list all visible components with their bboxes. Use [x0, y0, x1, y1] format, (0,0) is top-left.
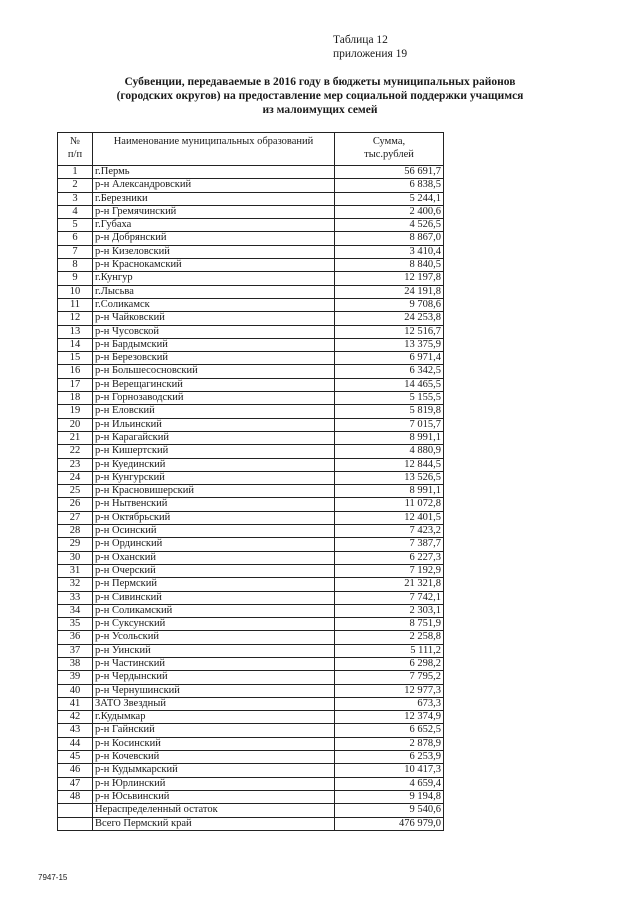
row-number: 4 — [58, 205, 93, 218]
row-sum: 5 111,2 — [335, 644, 444, 657]
row-name: р-н Чайковский — [93, 312, 335, 325]
row-name: р-н Куединский — [93, 458, 335, 471]
header-number-line1: № — [69, 136, 81, 147]
table-row — [58, 338, 444, 351]
table-row — [58, 392, 444, 405]
table-row — [58, 737, 444, 750]
row-name: р-н Карагайский — [93, 431, 335, 444]
row-sum: 6 342,5 — [335, 365, 444, 378]
row-number: 25 — [58, 485, 93, 498]
row-name: р-н Кудымкарский — [93, 764, 335, 777]
row-sum: 24 253,8 — [335, 312, 444, 325]
row-name: р-н Ильинский — [93, 418, 335, 431]
row-number: 17 — [58, 378, 93, 391]
header-number — [58, 133, 93, 166]
row-number: 11 — [58, 298, 93, 311]
row-number: 18 — [58, 392, 93, 405]
row-name: р-н Сивинский — [93, 591, 335, 604]
row-sum: 4 880,9 — [335, 445, 444, 458]
table-row — [58, 671, 444, 684]
row-number: 37 — [58, 644, 93, 657]
table-row — [58, 259, 444, 272]
row-name: р-н Добрянский — [93, 232, 335, 245]
table-row — [58, 697, 444, 710]
row-sum: 4 659,4 — [335, 777, 444, 790]
total-number — [58, 817, 93, 830]
row-sum: 12 401,5 — [335, 511, 444, 524]
row-sum: 7 192,9 — [335, 564, 444, 577]
table-row — [58, 298, 444, 311]
table-row — [58, 458, 444, 471]
row-name: р-н Горнозаводский — [93, 392, 335, 405]
row-sum: 8 840,5 — [335, 259, 444, 272]
row-number: 40 — [58, 684, 93, 697]
row-name: р-н Гремячинский — [93, 205, 335, 218]
row-name: р-н Бардымский — [93, 338, 335, 351]
table-row — [58, 551, 444, 564]
row-name: р-н Гайнский — [93, 724, 335, 737]
row-sum: 6 298,2 — [335, 657, 444, 670]
row-sum: 13 375,9 — [335, 338, 444, 351]
row-number: 29 — [58, 538, 93, 551]
row-sum: 4 526,5 — [335, 219, 444, 232]
row-sum: 9 194,8 — [335, 790, 444, 803]
row-name: р-н Усольский — [93, 631, 335, 644]
row-sum: 12 516,7 — [335, 325, 444, 338]
table-row — [58, 312, 444, 325]
table-row — [58, 232, 444, 245]
table-row — [58, 498, 444, 511]
title-line-2: (городских округов) на предоставление мер социальной поддержки учащимся — [116, 90, 524, 102]
row-name: р-н Очерский — [93, 564, 335, 577]
row-sum: 7 423,2 — [335, 525, 444, 538]
row-number: 19 — [58, 405, 93, 418]
row-sum: 8 991,1 — [335, 485, 444, 498]
row-sum: 6 838,5 — [335, 179, 444, 192]
row-sum: 2 303,1 — [335, 604, 444, 617]
table-row — [58, 192, 444, 205]
row-name: р-н Пермский — [93, 578, 335, 591]
row-sum: 13 526,5 — [335, 471, 444, 484]
row-number: 21 — [58, 431, 93, 444]
undistributed-sum: 9 540,6 — [335, 804, 444, 817]
row-number: 48 — [58, 790, 93, 803]
row-number: 24 — [58, 471, 93, 484]
caption-appendix-number: приложения 19 — [333, 48, 408, 60]
table-row — [58, 657, 444, 670]
row-number: 34 — [58, 604, 93, 617]
row-sum: 2 258,8 — [335, 631, 444, 644]
row-sum: 10 417,3 — [335, 764, 444, 777]
row-name: р-н Суксунский — [93, 618, 335, 631]
row-name: р-н Оханский — [93, 551, 335, 564]
row-number: 44 — [58, 737, 93, 750]
row-name: р-н Краснокамский — [93, 259, 335, 272]
row-name: р-н Кишертский — [93, 445, 335, 458]
table-row — [58, 618, 444, 631]
row-number: 9 — [58, 272, 93, 285]
table-row — [58, 272, 444, 285]
title-line-3: из малоимущих семей — [262, 104, 378, 116]
row-number: 13 — [58, 325, 93, 338]
row-sum: 7 795,2 — [335, 671, 444, 684]
table-header-row — [58, 133, 444, 166]
row-number: 39 — [58, 671, 93, 684]
row-name: р-н Нытвенский — [93, 498, 335, 511]
table-row — [58, 684, 444, 697]
row-name: г.Соликамск — [93, 298, 335, 311]
row-number: 31 — [58, 564, 93, 577]
table-row — [58, 538, 444, 551]
row-number: 1 — [58, 166, 93, 179]
table-row — [58, 471, 444, 484]
row-sum: 7 015,7 — [335, 418, 444, 431]
row-sum: 6 227,3 — [335, 551, 444, 564]
table-row — [58, 578, 444, 591]
title-line-1: Субвенции, передаваемые в 2016 году в бюджеты муниципальных районов — [124, 76, 516, 88]
header-sum — [335, 133, 444, 166]
row-name: р-н Уинский — [93, 644, 335, 657]
row-sum: 2 878,9 — [335, 737, 444, 750]
table-row — [58, 285, 444, 298]
row-number: 3 — [58, 192, 93, 205]
row-name: р-н Красновишерский — [93, 485, 335, 498]
total-sum: 476 979,0 — [335, 817, 444, 830]
row-sum: 5 244,1 — [335, 192, 444, 205]
row-number: 32 — [58, 578, 93, 591]
row-number: 47 — [58, 777, 93, 790]
row-name: р-н Верещагинский — [93, 378, 335, 391]
row-number: 36 — [58, 631, 93, 644]
table-row — [58, 245, 444, 258]
table-row — [58, 166, 444, 179]
row-number: 22 — [58, 445, 93, 458]
table-row — [58, 219, 444, 232]
row-number: 45 — [58, 751, 93, 764]
caption-table-number: Таблица 12 — [333, 34, 388, 46]
row-number: 42 — [58, 711, 93, 724]
row-number: 20 — [58, 418, 93, 431]
row-name: р-н Ординский — [93, 538, 335, 551]
row-name: р-н Чусовской — [93, 325, 335, 338]
row-number: 16 — [58, 365, 93, 378]
row-number: 2 — [58, 179, 93, 192]
row-name: ЗАТО Звездный — [93, 697, 335, 710]
row-name: р-н Частинский — [93, 657, 335, 670]
row-number: 28 — [58, 525, 93, 538]
table-row — [58, 445, 444, 458]
row-number: 6 — [58, 232, 93, 245]
table-row — [58, 485, 444, 498]
table-row — [58, 790, 444, 803]
header-sum-line2: тыс.рублей — [364, 149, 414, 160]
row-number: 46 — [58, 764, 93, 777]
table-row — [58, 644, 444, 657]
row-number: 26 — [58, 498, 93, 511]
row-number: 8 — [58, 259, 93, 272]
row-number: 41 — [58, 697, 93, 710]
row-sum: 8 867,0 — [335, 232, 444, 245]
table-row — [58, 604, 444, 617]
table-body — [58, 166, 444, 804]
row-sum: 12 977,3 — [335, 684, 444, 697]
row-name: р-н Юсьвинский — [93, 790, 335, 803]
row-name: р-н Осинский — [93, 525, 335, 538]
undistributed-number — [58, 804, 93, 817]
row-sum: 2 400,6 — [335, 205, 444, 218]
row-sum: 673,3 — [335, 697, 444, 710]
row-sum: 21 321,8 — [335, 578, 444, 591]
row-name: г.Кудымкар — [93, 711, 335, 724]
row-number: 30 — [58, 551, 93, 564]
total-row — [58, 817, 444, 830]
row-sum: 8 991,1 — [335, 431, 444, 444]
row-sum: 24 191,8 — [335, 285, 444, 298]
undistributed-row — [58, 804, 444, 817]
row-number: 10 — [58, 285, 93, 298]
table-row — [58, 511, 444, 524]
table-row — [58, 711, 444, 724]
table-row — [58, 205, 444, 218]
row-number: 5 — [58, 219, 93, 232]
row-sum: 7 387,7 — [335, 538, 444, 551]
row-name: р-н Кизеловский — [93, 245, 335, 258]
row-name: р-н Чернушинский — [93, 684, 335, 697]
row-name: р-н Кочевский — [93, 751, 335, 764]
row-name: р-н Юрлинский — [93, 777, 335, 790]
table-row — [58, 405, 444, 418]
row-number: 15 — [58, 352, 93, 365]
row-name: г.Пермь — [93, 166, 335, 179]
row-sum: 12 844,5 — [335, 458, 444, 471]
row-name: р-н Октябрьский — [93, 511, 335, 524]
row-name: р-н Соликамский — [93, 604, 335, 617]
table-caption — [333, 33, 407, 61]
table-row — [58, 751, 444, 764]
row-sum: 6 971,4 — [335, 352, 444, 365]
header-number-line2: п/п — [67, 149, 83, 160]
row-number: 35 — [58, 618, 93, 631]
header-sum-line1: Сумма, — [372, 136, 406, 147]
row-number: 27 — [58, 511, 93, 524]
row-sum: 6 652,5 — [335, 724, 444, 737]
table-row — [58, 325, 444, 338]
row-name: г.Березники — [93, 192, 335, 205]
row-name: р-н Косинский — [93, 737, 335, 750]
total-label: Всего Пермский край — [93, 817, 335, 830]
document-title — [40, 75, 600, 117]
row-sum: 8 751,9 — [335, 618, 444, 631]
row-name: р-н Еловский — [93, 405, 335, 418]
row-sum: 5 819,8 — [335, 405, 444, 418]
row-sum: 12 374,9 — [335, 711, 444, 724]
table-row — [58, 525, 444, 538]
row-sum: 14 465,5 — [335, 378, 444, 391]
document-code: 7947-15 — [38, 873, 68, 882]
row-sum: 7 742,1 — [335, 591, 444, 604]
subsidies-table — [57, 132, 444, 831]
row-name: г.Губаха — [93, 219, 335, 232]
table-row — [58, 777, 444, 790]
row-name: р-н Чердынский — [93, 671, 335, 684]
row-sum: 12 197,8 — [335, 272, 444, 285]
table-row — [58, 564, 444, 577]
row-name: г.Лысьва — [93, 285, 335, 298]
row-name: р-н Большесосновский — [93, 365, 335, 378]
row-number: 7 — [58, 245, 93, 258]
row-number: 38 — [58, 657, 93, 670]
undistributed-label: Нераспределенный остаток — [93, 804, 335, 817]
row-sum: 9 708,6 — [335, 298, 444, 311]
table-row — [58, 352, 444, 365]
row-name: р-н Александровский — [93, 179, 335, 192]
row-sum: 6 253,9 — [335, 751, 444, 764]
row-number: 12 — [58, 312, 93, 325]
table-row — [58, 365, 444, 378]
table-row — [58, 591, 444, 604]
header-name: Наименование муниципальных образований — [93, 133, 335, 166]
row-sum: 5 155,5 — [335, 392, 444, 405]
row-name: р-н Кунгурский — [93, 471, 335, 484]
row-number: 23 — [58, 458, 93, 471]
table-row — [58, 378, 444, 391]
row-name: р-н Березовский — [93, 352, 335, 365]
table-row — [58, 431, 444, 444]
row-sum: 56 691,7 — [335, 166, 444, 179]
row-number: 43 — [58, 724, 93, 737]
table-row — [58, 631, 444, 644]
row-name: г.Кунгур — [93, 272, 335, 285]
table-row — [58, 418, 444, 431]
table-row — [58, 764, 444, 777]
row-number: 33 — [58, 591, 93, 604]
row-sum: 11 072,8 — [335, 498, 444, 511]
row-sum: 3 410,4 — [335, 245, 444, 258]
table-row — [58, 179, 444, 192]
table-row — [58, 724, 444, 737]
row-number: 14 — [58, 338, 93, 351]
